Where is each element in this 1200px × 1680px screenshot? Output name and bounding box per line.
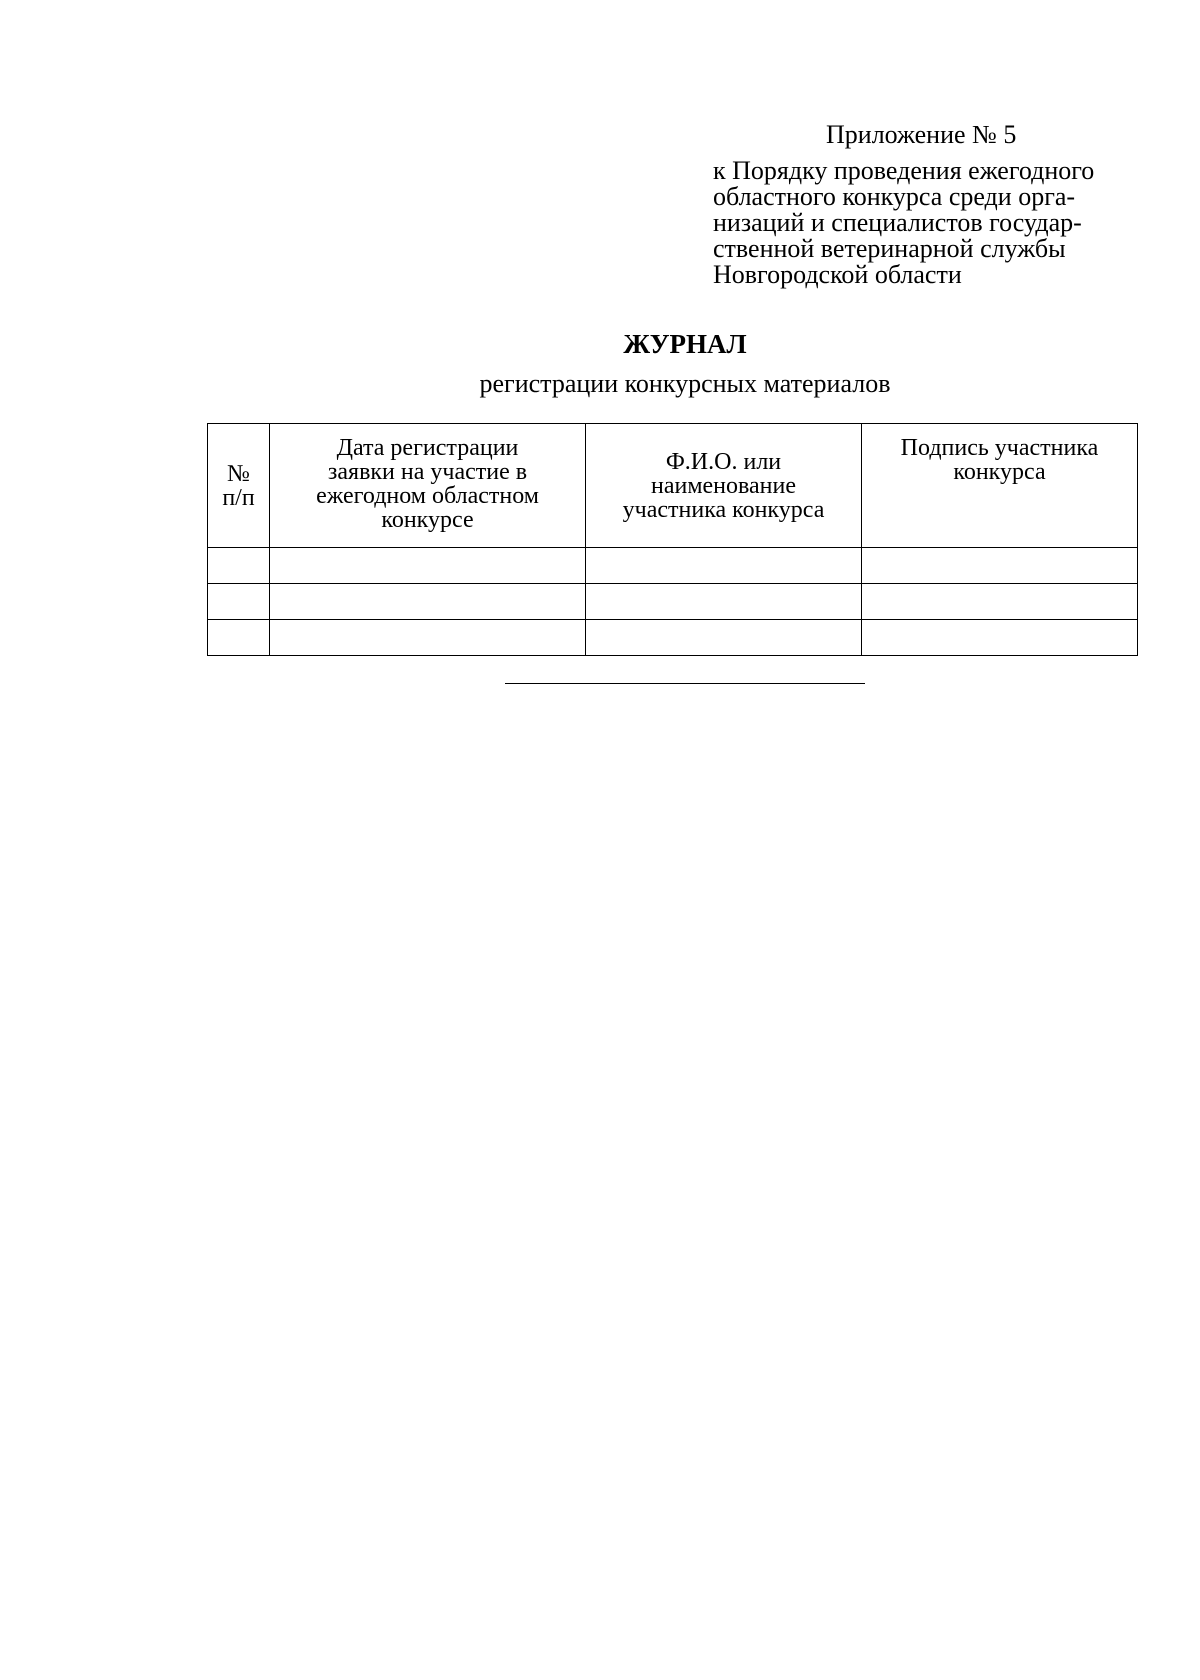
appendix-line: ственной ветеринарной службы xyxy=(713,234,1066,263)
table-cell xyxy=(208,620,270,656)
registration-table xyxy=(207,423,1138,656)
header-participant-name xyxy=(586,424,862,548)
table-cell xyxy=(208,548,270,584)
header-line: ежегодном областном xyxy=(316,483,539,509)
document-subtitle: регистрации конкурсных материалов xyxy=(479,369,891,398)
table-header-row xyxy=(208,424,1138,548)
appendix-reference xyxy=(713,158,1153,288)
header-line: Ф.И.О. или xyxy=(665,448,782,475)
appendix-block xyxy=(713,120,1153,288)
table-cell xyxy=(862,584,1138,620)
table-row xyxy=(208,584,1138,620)
header-line: Дата регистрации xyxy=(336,435,519,461)
header-line: наименование xyxy=(650,472,797,499)
table-cell xyxy=(270,548,586,584)
header-number xyxy=(208,424,270,548)
header-line: № xyxy=(227,460,250,487)
header-line: конкурсе xyxy=(381,507,474,533)
header-line: заявки на участие в xyxy=(327,459,528,485)
table-cell xyxy=(862,548,1138,584)
table-cell xyxy=(586,620,862,656)
header-participant-signature xyxy=(862,424,1138,548)
appendix-line: Новгородской области xyxy=(713,260,962,289)
appendix-line: областного конкурса среди орга- xyxy=(713,182,1076,211)
table-cell xyxy=(270,584,586,620)
header-line: Подпись участника xyxy=(900,435,1099,461)
table-cell xyxy=(586,548,862,584)
closing-divider xyxy=(505,683,865,684)
table-cell xyxy=(208,584,270,620)
table-cell xyxy=(586,584,862,620)
header-registration-date xyxy=(270,424,586,548)
appendix-line: низаций и специалистов государ- xyxy=(713,208,1082,237)
header-line: участника конкурса xyxy=(622,496,825,523)
header-line: п/п xyxy=(222,484,255,511)
table-row xyxy=(208,548,1138,584)
appendix-line: к Порядку проведения ежегодного xyxy=(713,156,1095,185)
header-line: конкурса xyxy=(953,459,1046,485)
document-title: ЖУРНАЛ xyxy=(623,329,747,359)
table-cell xyxy=(270,620,586,656)
appendix-number: Приложение № 5 xyxy=(826,120,1017,149)
table-cell xyxy=(862,620,1138,656)
table-row xyxy=(208,620,1138,656)
